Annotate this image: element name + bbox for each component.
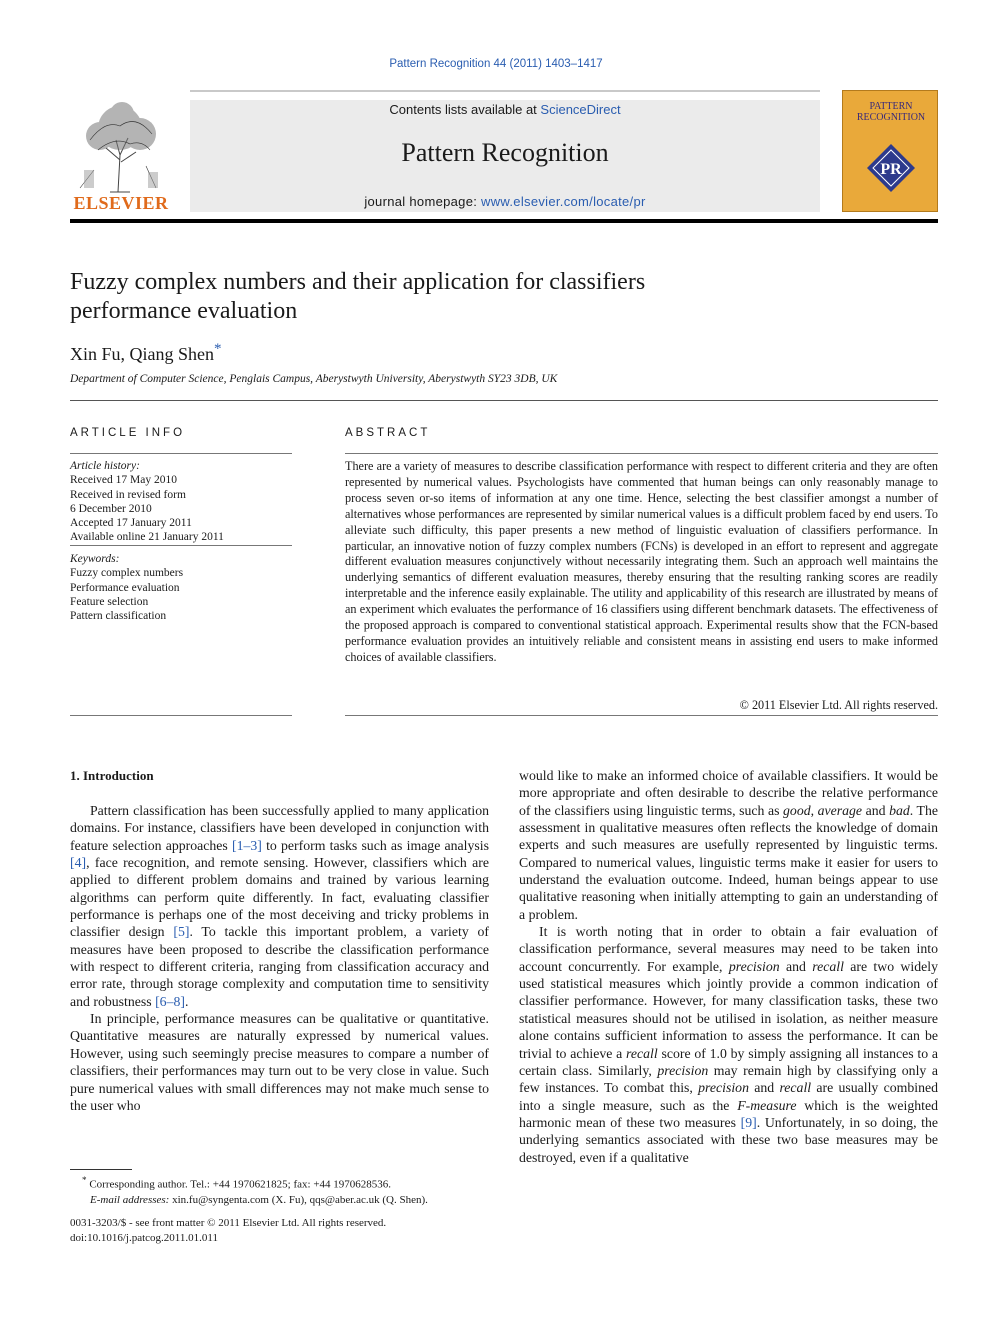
italic-term: average [817,802,863,818]
history-item: Accepted 17 January 2011 [70,517,192,530]
email-link[interactable]: qqs@aber.ac.uk [309,1193,380,1206]
text-run: would like to make an informed choice of available classifiers. It would be more appropriate and often desirable to describe the relative performance of the classifiers using linguistic terms, such as [519,768,938,818]
elsevier-wordmark: ELSEVIER [73,193,169,213]
paragraph [70,802,489,1010]
history-item: Available online 21 January 2011 [70,531,224,544]
article-info-rule [70,453,292,454]
text-run: may remain high by classifying only a few instances. To combat this, [519,1062,938,1096]
masthead-rule [190,90,820,92]
contents-prefix: Contents lists available at [389,102,541,117]
cover-title [843,101,939,123]
cover-title-line1: PATTERN [869,101,913,112]
email-link[interactable]: xin.fu@syngenta.com [172,1193,269,1206]
italic-term: F-measure [737,1097,797,1113]
keyword-item: Feature selection [70,595,149,608]
text-run: score of 1.0 by simply assigning all instances to a certain class. Similarly, [519,1045,938,1078]
abstract-rule [345,453,938,454]
article-title-line2: performance evaluation [70,298,298,324]
cover-title-line2: RECOGNITION [856,112,926,123]
affiliation-divider [70,400,938,401]
keywords [70,552,292,623]
text-run: . Unfortunately, in so doing, the underlying semantics associated with these two base measures may be destroyed, even if a qualitative [519,1114,939,1165]
italic-term: recall [626,1045,658,1061]
text-run: and [748,1080,780,1096]
text-run: It is worth noting that in order to obtain a fair evaluation of classification performance, several measures may need to be taken into account concurrently. For example, [519,924,938,974]
history-label: Article history: [70,460,140,472]
keyword-item: Pattern classification [70,610,167,623]
abstract-rule [345,715,938,716]
keyword-item: Performance evaluation [70,581,180,594]
citation-link[interactable]: [5] [173,924,190,940]
citation-link[interactable]: [4] [70,855,87,871]
article-info-heading: ARTICLE INFO [70,427,186,439]
article-title-line1: Fuzzy complex numbers and their application for classifiers [70,269,646,295]
keywords-label: Keywords: [70,553,120,565]
masthead-divider [70,219,938,223]
footnote-corresponding [70,1173,489,1193]
homepage-line [190,194,820,209]
history-item: 6 December 2010 [70,502,152,515]
italic-term: bad [889,802,910,818]
doi-line[interactable]: doi:10.1016/j.patcog.2011.01.011 [70,1231,218,1244]
text-run: . To tackle this important problem, a variety of measures have been proposed to describe the classification performance with respect to different criteria, ranging from classification accuracy and error rate, through storage complexity and computation time to sensitivity and robustness [70,924,489,1009]
text-run: , [810,802,818,818]
email-owner: (Q. Shen). [379,1193,428,1206]
section-heading-introduction: 1. Introduction [70,768,154,783]
abstract-copyright: © 2011 Elsevier Ltd. All rights reserved. [739,698,938,712]
text-run: . [184,993,189,1009]
text-run: are two widely used statistical measures which jointly provide a common indication of classifier performance. However, for many classification tasks, these two statistical measures should not be utilised in isolation, as neither measure alone contains sufficient information to assess the performance. It can be trivial to achieve a [519,958,938,1061]
article-info-rule [70,715,292,716]
cover-pr-emblem [866,143,916,193]
body-column-right [519,767,938,1166]
sciencedirect-link[interactable]: ScienceDirect [540,102,621,117]
article-info-rule [70,545,292,546]
footnote [70,1173,489,1208]
text-run: which is the weighted harmonic mean of these two measures [519,1097,938,1130]
article-history [70,459,292,545]
journal-citation[interactable]: Pattern Recognition 44 (2011) 1403–1417 [389,58,603,70]
text-run: . The assessment in qualitative measures often reflects the knowledge of domain experts and such measures are usefully represented by linguistic terms. Compared to numerical values, linguistic terms make it easier for users to understand the evaluation outcome. Indeed, human beings appear to use qualitative reasoning when initially attempting to gain an understanding of a problem. [519,802,938,922]
keyword-item: Fuzzy complex numbers [70,567,184,580]
history-item: Received in revised form [70,488,186,501]
paragraph [519,767,938,923]
citation-link[interactable]: [1–3] [231,837,262,853]
footnote-emails [70,1193,489,1208]
contents-line [190,102,820,117]
paragraph: In principle, performance measures can be qualitative or quantitative. Quantitative measures are naturally expressed by numerical values. However, using such seemingly precise measures to compare a number of classifiers, their performances may turn out to be very close in value. Such pure numerical values with small differences may not make much sense to the user who [70,1011,489,1113]
issn-line: 0031-3203/$ - see front matter © 2011 Elsevier Ltd. All rights reserved. [70,1217,387,1229]
svg-text:PR: PR [880,161,902,178]
text-run: , face recognition, and remote sensing. However, classifiers which are applied to different problem domains and trained by various learning algorithms can perform quite differently. In fact, evaluating classifier performance is perhaps one of the most deceiving and tricky problems in classifier design [70,855,489,940]
journal-title: Pattern Recognition [401,138,609,167]
paragraph [519,923,938,1166]
italic-term: recall [779,1080,812,1096]
abstract-text: There are a variety of measures to describe classification performance with respect to different criteria and they are often represented by numerical values. Psychologists have commented that human beings can only reasonably manage to process seven or-so items of information at any one time. Hence, selecting the best classifier amongst a number of alternatives whose performances are represented by similar numerical values is a difficult problem faced by end users. To alleviate such difficulty, this paper presents a new method of linguistic evaluation of classifiers performance. In particular, an innovative notion of fuzzy complex numbers (FCNs) is developed in an effort to represent and aggregate different evaluation measures conjunctively without necessarily integrating them. Such an approach well maintains the underlying semantics of different evaluation measures, thereby ensuring that the resulting ranking scores are readily interpretable and the inference easily explainable. The utility and applicability of this research are illustrated by means of an experiment which evaluates the performance of 16 classifiers using different benchmark datasets. The effectiveness of the proposed approach is compared to conventional statistical approach. Experimental results show that the FCN-based performance evaluation provides an intuitively reliable and consistent means in assisting end users to make informed choices of available classifiers. [345,459,938,664]
article-title [70,268,790,326]
italic-term: good [783,802,811,818]
footnote-contact: Corresponding author. Tel.: +44 1970621825; fax: +44 1970628536. [86,1178,392,1191]
corresponding-author-mark[interactable]: * [214,341,222,357]
homepage-prefix: journal homepage: [364,194,482,209]
citation-link[interactable]: [9] [740,1114,757,1130]
email-label: E-mail addresses: [90,1193,170,1206]
footnote-rule [70,1169,132,1170]
journal-cover-thumbnail[interactable] [842,90,938,212]
italic-term: precision [728,958,780,974]
text-run: to perform tasks such as image analysis [261,837,489,853]
email-owner: (X. Fu), [268,1193,310,1206]
citation-link[interactable]: [6–8] [155,993,185,1009]
author-names[interactable]: Xin Fu, Qiang Shen [70,344,214,364]
text-run: and [862,802,890,818]
footnote-mark: * [82,1175,87,1185]
abstract-heading: ABSTRACT [345,427,431,439]
italic-term: precision [657,1062,709,1078]
italic-term: recall [812,958,844,974]
italic-term: precision [698,1080,749,1096]
text-run: and [779,958,813,974]
history-item: Received 17 May 2010 [70,474,177,487]
text-run: are usually combined into a single measure, such as the [519,1080,939,1113]
homepage-link[interactable]: www.elsevier.com/locate/pr [481,194,646,209]
author-list [70,341,222,365]
front-matter [70,1216,386,1245]
body-column-left [70,802,489,1114]
text-run: Pattern classification has been successfully applied to many application domains. For instance, classifiers have been developed in conjunction with feature selection approaches [70,803,489,853]
author-affiliation: Department of Computer Science, Penglais Campus, Aberystwyth University, Aberystwyth SY23 3DB, UK [70,373,558,385]
